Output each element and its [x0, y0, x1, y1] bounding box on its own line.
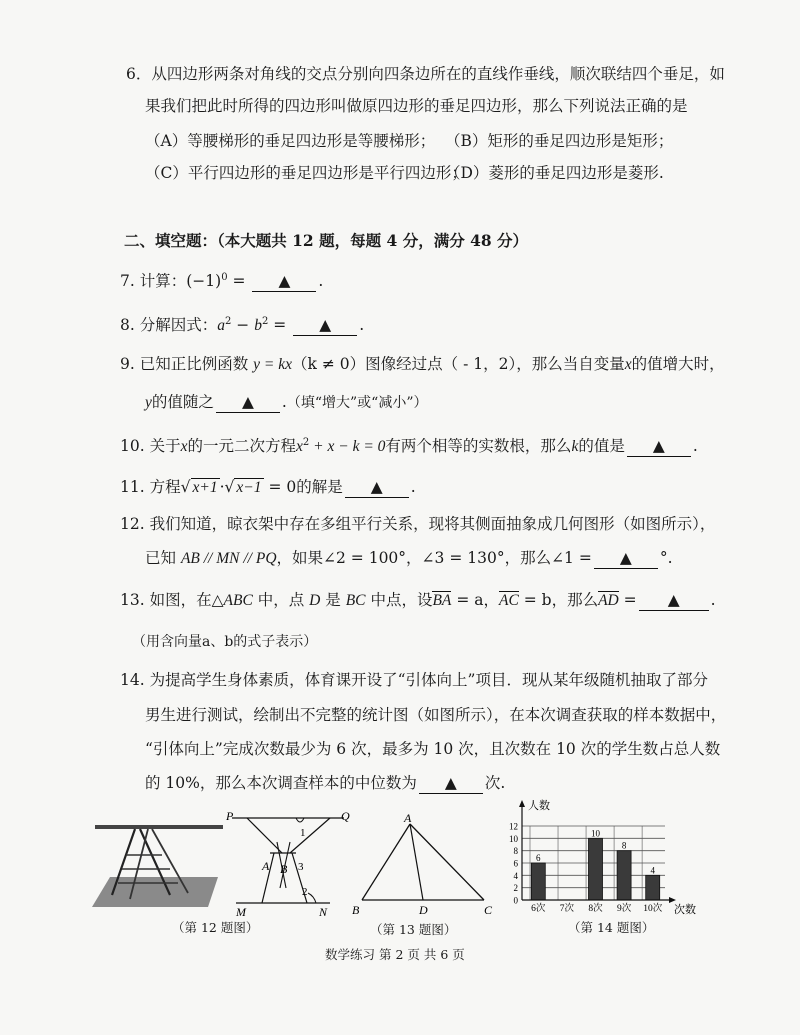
q14-line1: 14. 为提高学生身体素质，体育课开设了“引体向上”项目．现从某年级随机抽取了部分	[120, 671, 708, 689]
bar	[589, 838, 603, 900]
q11: 11. 方程√ x+1 ·√ x−1 = 0的解是 ▲ .	[120, 478, 416, 496]
y-tick-label: 6	[513, 858, 518, 869]
q14-line3: “引体向上”完成次数最少为 6 次，最多为 10 次，且次数在 10 次的学生数占总人数	[145, 740, 721, 758]
q6-line2: 果我们把此时所得的四边形叫做原四边形的垂足四边形，那么下列说法正确的是	[145, 97, 688, 115]
figure-13-triangle	[348, 812, 498, 918]
bar	[646, 875, 660, 900]
x-tick-label: 9次	[616, 904, 632, 914]
y-axis-label: 人数	[528, 800, 550, 812]
label-q: Q	[341, 809, 350, 823]
figure-12-caption: （第 12 题图）	[172, 920, 259, 935]
q12-line1: 12. 我们知道，晾衣架中存在多组平行关系，现将其侧面抽象成几何图形（如图所示），	[120, 515, 716, 533]
answer-triangle-icon: ▲	[241, 393, 254, 411]
y-tick-label: 0	[513, 895, 518, 906]
q6-option-b: （B）矩形的垂足四边形是矩形；	[445, 132, 674, 150]
bar	[617, 851, 631, 900]
figure-14-caption: （第 14 题图）	[568, 920, 655, 935]
y-tick-label: 12	[509, 821, 518, 832]
y-axis-arrow-icon	[519, 800, 525, 807]
q13: 13. 如图，在△ABC 中，点 D 是 BC 中点，设BA = a，AC = b，那么AD = ▲ .	[120, 591, 716, 609]
label-d: D	[419, 903, 428, 917]
y-tick-label: 4	[513, 870, 518, 881]
answer-triangle-icon: ▲	[667, 591, 680, 609]
answer-triangle-icon: ▲	[444, 774, 457, 792]
q6-option-d: （D）菱形的垂足四边形是菱形.	[445, 164, 664, 182]
bar	[531, 863, 545, 900]
q13-answer-blank[interactable]	[639, 590, 709, 611]
q8: 8. 分解因式：$a^2 - b^2$ = ▲ .	[120, 316, 365, 335]
page-footer: 数学练习 第 2 页 共 6 页	[325, 947, 465, 962]
clothes-rack-illustration	[90, 815, 230, 910]
x-axis-arrow-icon	[669, 897, 676, 903]
answer-triangle-icon: ▲	[319, 316, 332, 335]
q8-answer-blank[interactable]	[293, 315, 357, 336]
answer-triangle-icon: ▲	[278, 272, 291, 291]
section-2-title: 二、填空题：（本大题共 12 题，每题 4 分，满分 48 分）	[124, 231, 529, 250]
q14-answer-blank[interactable]	[419, 773, 483, 794]
q10: 10. 关于x的一元二次方程$x^2 + x - k = 0$有两个相等的实数根，那么k的值是 ▲ .	[120, 437, 698, 456]
q12-line2: 已知 AB // MN // PQ，如果∠2 = 100°，∠3 = 130°，那么∠1 = ▲ °.	[145, 549, 673, 567]
q7-answer-blank[interactable]	[252, 271, 316, 292]
x-tick-label: 8次	[588, 904, 603, 914]
q13-hint: （用含向量a、b的式子表示）	[132, 634, 318, 650]
q9-line1: 9. 已知正比例函数 y = kx（k ≠ 0）图像经过点（ - 1，2），那么当自变量x的值增大时，	[120, 355, 725, 373]
label-a: A	[262, 859, 270, 873]
q12-answer-blank[interactable]	[594, 548, 658, 569]
answer-triangle-icon: ▲	[619, 549, 632, 567]
bar-value-label: 6	[536, 853, 541, 863]
answer-triangle-icon: ▲	[652, 437, 665, 456]
x-tick-label: 6次	[531, 904, 546, 914]
angle-1-label: 1	[300, 827, 306, 839]
label-b: B	[352, 903, 360, 917]
q9-answer-blank[interactable]	[216, 392, 280, 413]
x-axis-label: 次数	[674, 904, 696, 916]
y-tick-label: 2	[513, 883, 518, 894]
bar-value-label: 8	[621, 840, 627, 851]
q6-line1: 6．从四边形两条对角线的交点分别向四条边所在的直线作垂线，顺次联结四个垂足，如	[126, 65, 725, 83]
figure-12-geometry	[222, 808, 357, 916]
label-b: B	[280, 862, 288, 876]
q7: 7. 计算：$(-1)^0$ = ▲ .	[120, 272, 324, 291]
label-m: M	[236, 905, 246, 916]
answer-triangle-icon: ▲	[370, 478, 383, 496]
q11-answer-blank[interactable]	[345, 477, 409, 498]
angle-3-label: 3	[298, 861, 304, 873]
bar-value-label: 4	[650, 865, 655, 876]
q9-line2: y的值随之 ▲ .（填“增大”或“减小”）	[145, 393, 428, 411]
y-tick-label: 10	[509, 833, 518, 844]
label-a: A	[404, 812, 412, 825]
y-tick-label: 8	[513, 846, 518, 857]
bar-value-label: 10	[591, 828, 600, 839]
angle-2-label: 2	[302, 886, 308, 898]
q14-line4: 的 10%，那么本次调查样本的中位数为 ▲ 次.	[145, 774, 506, 792]
label-n: N	[319, 905, 328, 916]
label-p: P	[226, 809, 234, 823]
q6-option-a: （A）等腰梯形的垂足四边形是等腰梯形；	[145, 132, 436, 150]
x-tick-label: 7次	[559, 904, 575, 914]
x-tick-label: 10次	[643, 904, 663, 914]
figure-14-bar-chart	[500, 796, 705, 916]
label-c: C	[484, 903, 493, 917]
figure-13-caption: （第 13 题图）	[370, 922, 457, 937]
q10-answer-blank[interactable]	[627, 436, 691, 457]
q14-line2: 男生进行测试，绘制出不完整的统计图（如图所示），在本次调查获取的样本数据中，	[145, 706, 727, 724]
q6-option-c: （C）平行四边形的垂足四边形是平行四边形；	[145, 164, 467, 182]
